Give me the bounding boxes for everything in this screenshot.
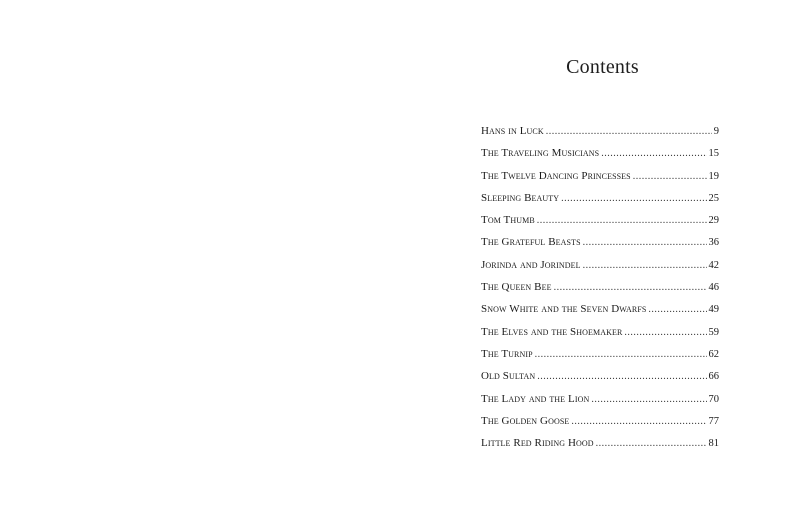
toc-entry-title: The Traveling Musicians (481, 147, 600, 160)
table-of-contents (481, 125, 719, 459)
toc-entry-page: 59 (708, 326, 719, 338)
toc-entry (481, 370, 719, 392)
toc-entry-page: 46 (708, 282, 719, 294)
dot-leader (537, 371, 706, 382)
toc-entry-title: The Grateful Beasts (481, 236, 581, 249)
dot-leader (591, 394, 706, 405)
toc-entry-page: 77 (708, 415, 719, 427)
toc-entry-title: The Twelve Dancing Princesses (481, 169, 631, 182)
toc-entry (481, 281, 719, 303)
toc-entry (481, 326, 719, 348)
toc-entry-page: 81 (708, 438, 719, 450)
dot-leader (633, 171, 707, 182)
dot-leader (571, 416, 706, 427)
toc-entry (481, 437, 719, 459)
dot-leader (554, 282, 707, 293)
toc-entry-title: The Turnip (481, 347, 533, 360)
dot-leader (624, 327, 706, 338)
toc-entry-title: Tom Thumb (481, 214, 535, 227)
dot-leader (546, 126, 712, 137)
dot-leader (583, 260, 707, 271)
toc-entry-page: 70 (708, 393, 719, 405)
toc-entry (481, 348, 719, 370)
toc-entry-page: 42 (708, 259, 719, 271)
toc-entry (481, 214, 719, 236)
dot-leader (535, 349, 707, 360)
toc-entry-title: Old Sultan (481, 370, 536, 383)
toc-entry (481, 259, 719, 281)
dot-leader (561, 193, 706, 204)
toc-entry (481, 192, 719, 214)
toc-entry-title: The Queen Bee (481, 281, 552, 294)
toc-entry-page: 9 (713, 126, 719, 137)
dot-leader (583, 237, 707, 248)
dot-leader (648, 304, 706, 315)
toc-entry-title: The Elves and the Shoemaker (481, 325, 623, 338)
toc-entry-page: 29 (708, 215, 719, 227)
page-title: Contents (566, 56, 639, 78)
toc-entry-page: 25 (708, 192, 719, 204)
toc-entry (481, 170, 719, 192)
toc-entry-page: 15 (708, 148, 719, 160)
dot-leader (596, 438, 707, 449)
toc-entry-title: Hans in Luck (481, 125, 544, 137)
toc-entry-title: Snow White and the Seven Dwarfs (481, 303, 647, 316)
toc-entry-page: 36 (708, 237, 719, 249)
toc-entry-title: The Lady and the Lion (481, 392, 590, 405)
toc-entry (481, 147, 719, 169)
toc-entry-page: 66 (708, 371, 719, 383)
toc-entry-page: 19 (708, 170, 719, 182)
toc-entry-page: 49 (708, 304, 719, 316)
toc-entry (481, 236, 719, 258)
toc-entry (481, 303, 719, 325)
dot-leader (601, 148, 706, 159)
toc-entry-title: Jorinda and Jorindel (481, 258, 581, 271)
toc-entry-title: Little Red Riding Hood (481, 437, 594, 450)
toc-entry (481, 415, 719, 437)
toc-entry (481, 125, 719, 147)
toc-entry-title: The Golden Goose (481, 414, 570, 427)
toc-entry-title: Sleeping Beauty (481, 191, 560, 204)
dot-leader (537, 215, 707, 226)
toc-entry (481, 393, 719, 415)
toc-entry-page: 62 (708, 348, 719, 360)
